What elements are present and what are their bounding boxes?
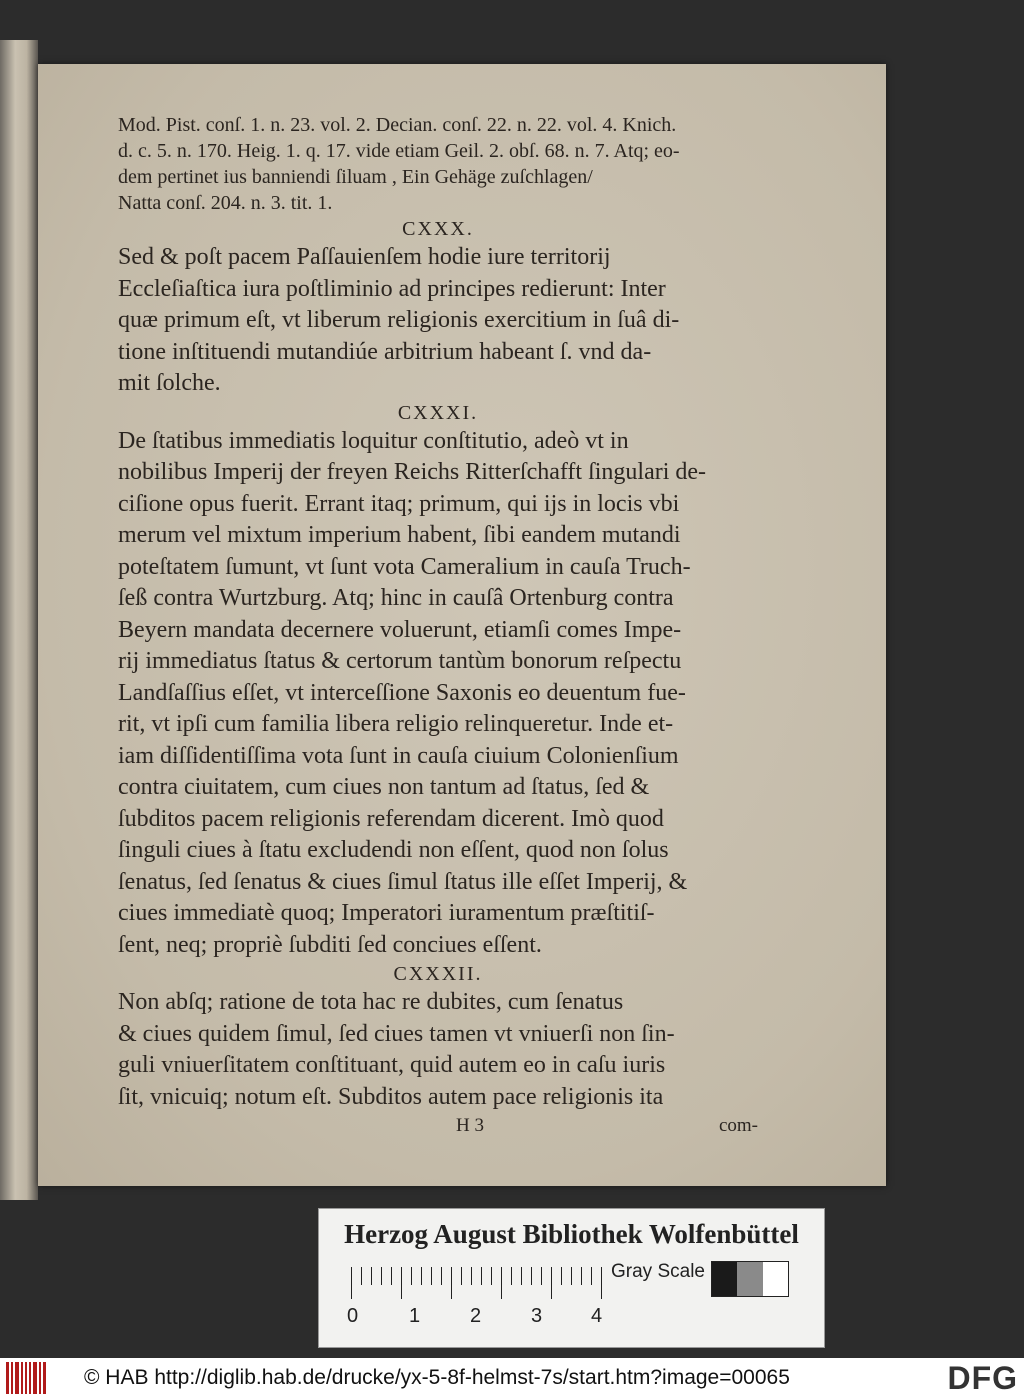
text-line: ſeß contra Wurtzburg. Atq; hinc in cauſâ Ortenburg contra — [118, 585, 674, 611]
barcode-icon — [6, 1362, 46, 1394]
ruler-tick — [401, 1267, 402, 1299]
ruler-tick — [511, 1267, 512, 1285]
ruler-tick — [541, 1267, 542, 1285]
ruler-number: 2 — [470, 1305, 482, 1327]
section-heading: CXXXI. — [397, 401, 479, 424]
text-line: merum vel mixtum imperium habent, ſibi eandem mutandi — [118, 522, 681, 548]
page-text — [118, 112, 758, 1143]
ruler-tick — [371, 1267, 372, 1285]
ruler-tick — [531, 1267, 532, 1285]
ruler-tick — [441, 1267, 442, 1285]
text-line: & ciues quidem ſimul, ſed ciues tamen vt vniuerſi non ſin- — [118, 1020, 675, 1047]
book-binding-edge — [0, 40, 38, 1200]
text-line: ſit, vnicuiq; notum eſt. Subditos autem pace religionis ita — [118, 1083, 664, 1110]
text-line: poteſtatem ſumunt, vt ſunt vota Cameralium in cauſa Truch- — [118, 553, 691, 580]
ruler-tick — [491, 1267, 492, 1285]
ruler-number: 1 — [409, 1305, 421, 1327]
ruler-tick — [431, 1267, 432, 1285]
ruler-tick — [601, 1267, 602, 1299]
footer-bar — [0, 1358, 1024, 1400]
ruler-tick — [471, 1267, 472, 1285]
ruler-number: 4 — [591, 1305, 603, 1327]
page-footer — [118, 1115, 758, 1143]
color-reference-card — [318, 1208, 825, 1348]
ruler-tick — [361, 1267, 362, 1285]
text-line: rit, vt ipſi cum familia libera religio relinqueretur. Inde et- — [118, 711, 674, 737]
gray-patch-mid — [737, 1262, 762, 1296]
ruler-tick — [581, 1267, 582, 1285]
text-line: contra ciuitatem, cum ciues non tantum ad ſtatus, ſed & — [118, 774, 650, 800]
text-line: quæ primum eſt, vt liberum religionis exercitium in ſuâ di- — [118, 307, 680, 333]
text-line: iam diſſidentiſſima vota ſunt in cauſa ciuium Colonienſium — [118, 742, 679, 769]
text-line: ſinguli ciues à ſtatu excludendi non eſſent, quod non ſolus — [118, 837, 669, 863]
section-paragraph — [118, 987, 758, 1113]
section-paragraph — [118, 242, 758, 400]
ruler-tick — [391, 1267, 392, 1285]
ruler-tick — [561, 1267, 562, 1285]
ruler-tick — [591, 1267, 592, 1285]
book-page — [38, 64, 886, 1186]
note-line: Natta conſ. 204. n. 3. tit. 1. — [118, 192, 333, 214]
ruler-tick — [551, 1267, 552, 1299]
text-line: Sed & poſt pacem Paſſauienſem hodie iure territorij — [118, 244, 611, 270]
gray-patch-dark — [712, 1262, 737, 1296]
ruler-number: 0 — [347, 1305, 359, 1327]
ruler-tick — [521, 1267, 522, 1285]
gray-scale-patches — [711, 1261, 789, 1297]
text-line: ciſione opus fuerit. Errant itaq; primum, qui ijs in locis vbi — [118, 490, 680, 517]
note-line: d. c. 5. n. 170. Heig. 1. q. 17. vide etiam Geil. 2. obſ. 68. n. 7. Atq; eo- — [118, 140, 680, 162]
ruler-tick — [501, 1267, 502, 1299]
text-line: Beyern mandata decernere voluerunt, etiamſi comes Impe- — [118, 616, 682, 643]
signature-mark: H 3 — [456, 1115, 484, 1136]
catchword: com- — [718, 1115, 758, 1136]
text-line: ſubditos pacem religionis referendam dicerent. Imò quod — [118, 805, 664, 832]
section-paragraph — [118, 426, 758, 962]
text-line: De ſtatibus immediatis loquitur conſtitutio, adeò vt in — [118, 427, 629, 454]
ruler-tick — [481, 1267, 482, 1285]
text-line: ciues immediatè quoq; Imperatori iuramentum præſtitiſ- — [118, 900, 655, 926]
text-line: Eccleſiaſtica iura poſtliminio ad principes redierunt: Inter — [118, 275, 666, 302]
text-line: rij immediatus ſtatus & certorum tantùm bonorum reſpectu — [118, 648, 682, 674]
dfg-logo: DFG — [947, 1360, 1018, 1396]
ruler-number: 3 — [531, 1305, 543, 1327]
copyright-url-text: © HAB http://diglib.hab.de/drucke/yx-5-8f-helmst-7s/start.htm?image=00065 — [84, 1366, 790, 1389]
section-heading: CXXXII. — [393, 963, 483, 985]
text-line: ſent, neq; propriè ſubditi ſed conciues eſſent. — [118, 931, 542, 958]
ruler-tick — [351, 1267, 352, 1299]
note-line: dem pertinet ius banniendi ſiluam , Ein Gehäge zuſchlagen/ — [118, 166, 593, 188]
ruler-tick — [421, 1267, 422, 1285]
text-line: mit ſolche. — [118, 370, 221, 396]
section-heading: CXXX. — [402, 218, 474, 240]
text-line: guli vniuerſitatem conſtituant, quid autem eo in caſu iuris — [118, 1052, 666, 1078]
ruler-tick — [461, 1267, 462, 1285]
ruler-tick — [451, 1267, 452, 1299]
gray-scale-label: Gray Scale — [611, 1261, 705, 1282]
gray-patch-white — [763, 1262, 788, 1296]
text-line: nobilibus Imperij der freyen Reichs Ritterſchafft ſingulari de- — [118, 459, 707, 485]
ruler-tick — [381, 1267, 382, 1285]
text-line: Landſaſſius eſſet, vt interceſſione Saxonis eo deuentum fue- — [118, 679, 686, 706]
text-line: Non abſq; ratione de tota hac re dubites, cum ſenatus — [118, 989, 624, 1015]
ruler-tick — [571, 1267, 572, 1285]
note-line: Mod. Pist. conſ. 1. n. 23. vol. 2. Decian. conſ. 22. n. 22. vol. 4. Knich. — [118, 114, 677, 136]
citation-notes — [118, 112, 758, 216]
text-line: ſenatus, ſed ſenatus & ciues ſimul ſtatus ille eſſet Imperij, & — [118, 868, 688, 895]
ruler — [347, 1267, 611, 1339]
ruler-tick — [411, 1267, 412, 1285]
text-line: tione inſtituendi mutandiúe arbitrium habeant ſ. vnd da- — [118, 338, 652, 365]
library-name: Herzog August Bibliothek Wolfenbüttel — [344, 1219, 799, 1249]
